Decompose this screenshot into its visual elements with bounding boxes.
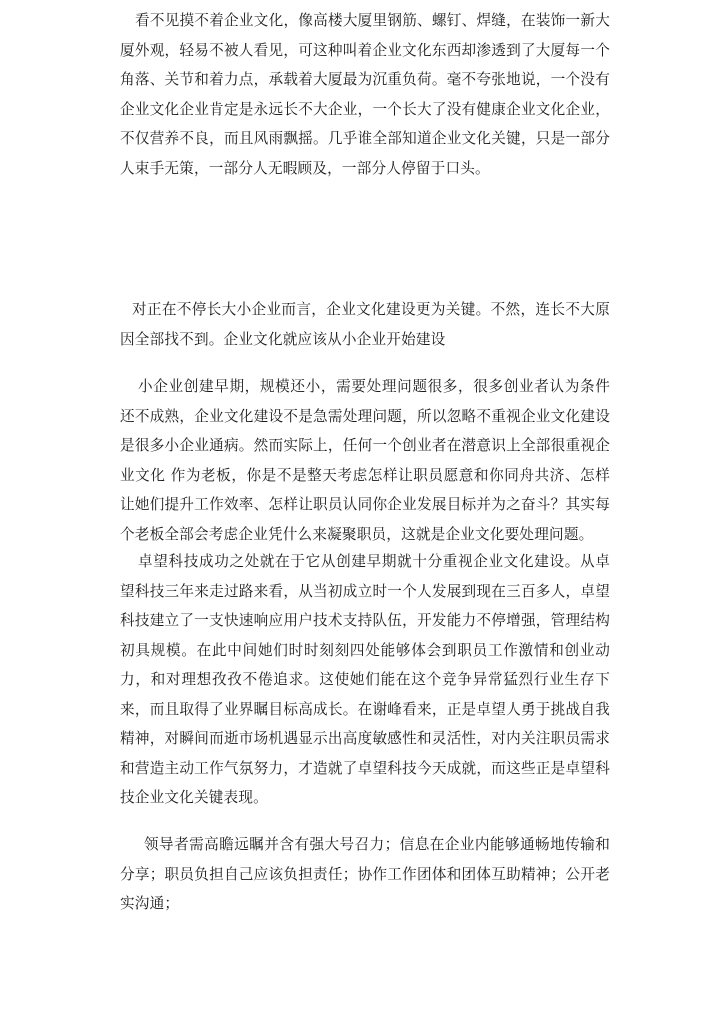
paragraph-early-stage-neglect: 小企业创建早期，规模还小，需要处理问题很多，很多创业者认为条件还不成熟，企业文化建设不是急需处理问题，所以忽略不重视企业文化建设是很多小企业通病。然而实际上，任何一个创业者在潜意识上全部很重视企业文化 作为老板，你是不是整天考虑怎样让职员愿意和你同舟共济、怎样让她们提升工作效率、怎样让职员认同你企业发展目标并为之奋斗？其实每个老板全部会考虑企业凭什么来凝聚职员，这就是企业文化要处理问题。: [120, 378, 610, 543]
paragraph-zhuowang-case-study: 卓望科技成功之处就在于它从创建早期就十分重视企业文化建设。从卓望科技三年来走过路来看，从当初成立时一个人发展到现在三百多人，卓望科技建立了一支快速响应用户技术支持队伍，开发能力不停增强，管理结构初具规模。在此中间她们时时刻刻四处能够体会到职员工作激情和创业动力，和对理想孜孜不倦追求。这使她们能在这个竞争异常猛烈行业生存下来，而且取得了业界瞩目标高成长。在谢峰看来，正是卓望人勇于挑战自我精神，对瞬间而逝市场机遇显示出高度敏感性和灵活性，对内关注职员需求和营造主动工作气氛努力，才造就了卓望科技今天成就，而这些正是卓望科技企业文化关键表现。: [120, 553, 610, 806]
paragraph-corporate-culture-intro: 看不见摸不着企业文化，像高楼大厦里钢筋、螺钉、焊缝，在装饰一新大厦外观，轻易不被人看见，可这种叫着企业文化东西却渗透到了大厦每一个角落、关节和着力点，承载着大厦最为沉重负荷。毫不夸张地说，一个没有企业文化企业肯定是永远长不大企业，一个长大了没有健康企业文化企业，不仅营养不良，而且风雨飘摇。几乎谁全部知道企业文化关键，只是一部分人束手无策，一部分人无暇顾及，一部分人停留于口头。: [120, 12, 610, 177]
paragraph-culture-elements: 领导者需高瞻远瞩并含有强大号召力；信息在企业内能够通畅地传输和分享；职员负担自己应该负担责任；协作工作团体和团体互助精神；公开老实沟通；: [120, 836, 610, 912]
paragraph-small-enterprise-importance: 对正在不停长大小企业而言，企业文化建设更为关键。不然，连长不大原因全部找不到。企业文化就应该从小企业开始建设: [120, 301, 610, 348]
